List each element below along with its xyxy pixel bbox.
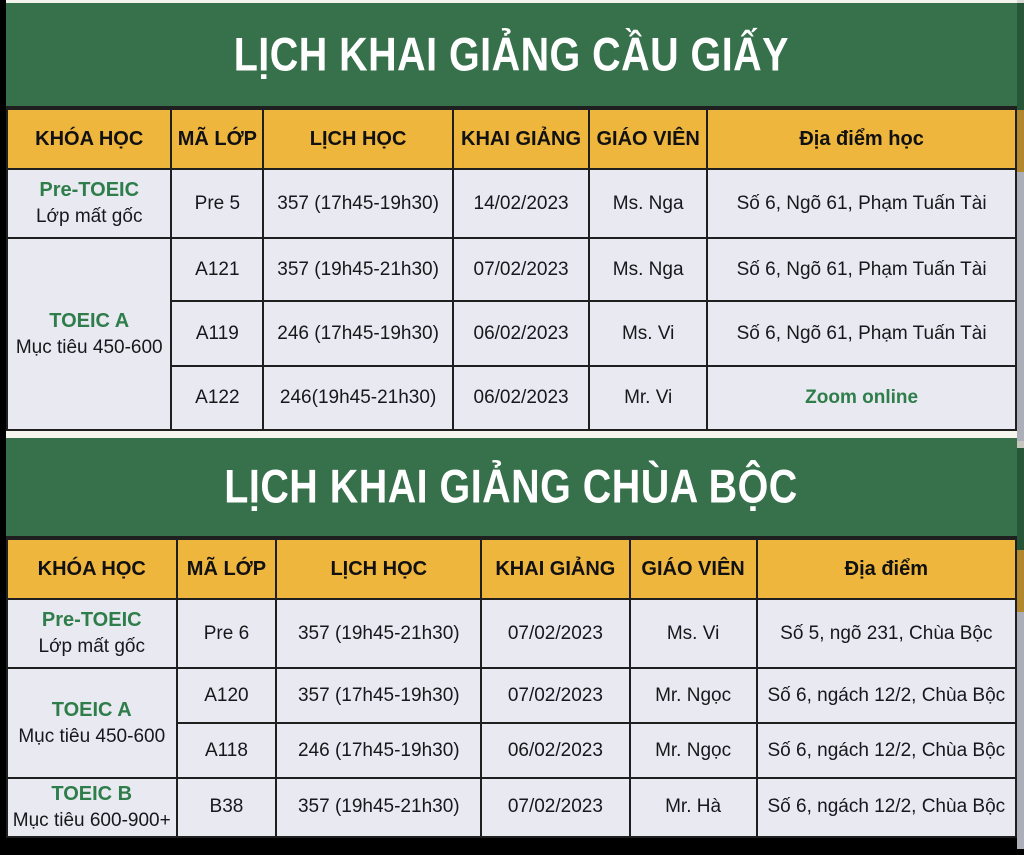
course-name: TOEIC B — [51, 783, 133, 805]
start-date-cell: 07/02/2023 — [453, 238, 589, 301]
teacher-cell: Ms. Nga — [589, 169, 707, 238]
class-row — [7, 599, 1016, 668]
schedule-table-cau-giay — [6, 108, 1017, 431]
schedule-cell: 246 (17h45-19h30) — [263, 301, 453, 366]
course-cell — [7, 169, 171, 238]
course-cell — [7, 599, 177, 668]
schedule-poster — [6, 0, 1017, 838]
header-cell-khoa-hoc: KHÓA HỌC — [7, 539, 177, 599]
course-target: Mục tiêu 450-600 — [15, 336, 163, 358]
page-title: LỊCH KHAI GIẢNG CHÙA BỘC — [224, 460, 799, 513]
start-date-cell: 07/02/2023 — [481, 599, 629, 668]
location-cell: Số 6, ngách 12/2, Chùa Bộc — [757, 778, 1016, 837]
schedule-cell: 246(19h45-21h30) — [263, 366, 453, 430]
location-cell: Số 6, Ngõ 61, Phạm Tuấn Tài — [707, 238, 1016, 301]
header-cell-khoa-hoc: KHÓA HỌC — [7, 109, 171, 169]
page-title: LỊCH KHAI GIẢNG CẦU GIẤY — [233, 27, 790, 81]
start-date-cell: 06/02/2023 — [453, 366, 589, 430]
header-cell-lich-hoc: LỊCH HỌC — [276, 539, 481, 599]
course-target: Mục tiêu 600-900+ — [12, 810, 171, 831]
start-date-cell: 07/02/2023 — [481, 778, 629, 837]
teacher-cell: Ms. Nga — [589, 238, 707, 301]
header-cell-dia-diem: Địa điểm học — [707, 109, 1016, 169]
course-name: Pre-TOEIC — [41, 609, 142, 632]
course-cell — [7, 778, 177, 837]
course-cell — [7, 238, 171, 430]
location-cell: Số 6, ngách 12/2, Chùa Bộc — [757, 723, 1016, 778]
teacher-cell: Mr. Ngọc — [630, 668, 757, 723]
class-code-cell: B38 — [177, 778, 277, 837]
start-date-cell: 07/02/2023 — [481, 668, 629, 723]
header-cell-giao-vien: GIÁO VIÊN — [589, 109, 707, 169]
class-code-cell: Pre 5 — [171, 169, 263, 238]
title-banner-chua-boc — [6, 438, 1017, 538]
header-cell-ma-lop: MÃ LỚP — [171, 109, 263, 169]
schedule-cell: 357 (17h45-19h30) — [263, 169, 453, 238]
course-name: Pre-TOEIC — [39, 179, 140, 202]
header-cell-khai-giang: KHAI GIẢNG — [453, 109, 589, 169]
course-target: Lớp mất gốc — [35, 206, 143, 228]
header-cell-khai-giang: KHAI GIẢNG — [481, 539, 629, 599]
teacher-cell: Mr. Vi — [589, 366, 707, 430]
class-row — [7, 668, 1016, 723]
course-cell — [7, 668, 177, 778]
location-cell: Số 5, ngõ 231, Chùa Bộc — [757, 599, 1016, 668]
schedule-cell: 357 (19h45-21h30) — [263, 238, 453, 301]
course-target: Lớp mất gốc — [38, 636, 145, 658]
header-cell-dia-diem: Địa điểm — [757, 539, 1016, 599]
header-row — [7, 539, 1016, 599]
course-name: TOEIC A — [49, 309, 130, 332]
location-cell: Số 6, ngách 12/2, Chùa Bộc — [757, 668, 1016, 723]
class-code-cell: A118 — [177, 723, 277, 778]
teacher-cell: Ms. Vi — [589, 301, 707, 366]
header-cell-ma-lop: MÃ LỚP — [177, 539, 277, 599]
schedule-cell: 246 (17h45-19h30) — [276, 723, 481, 778]
schedule-cell: 357 (19h45-21h30) — [276, 599, 481, 668]
right-edge-shade — [1017, 0, 1024, 855]
class-row — [7, 778, 1016, 837]
location-cell: Số 6, Ngõ 61, Phạm Tuấn Tài — [707, 301, 1016, 366]
section-chua-boc — [6, 438, 1017, 838]
teacher-cell: Mr. Hà — [630, 778, 757, 837]
class-code-cell: A121 — [171, 238, 263, 301]
header-cell-giao-vien: GIÁO VIÊN — [630, 539, 757, 599]
class-code-cell: A120 — [177, 668, 277, 723]
header-cell-lich-hoc: LỊCH HỌC — [263, 109, 453, 169]
location-cell-zoom-online: Zoom online — [707, 366, 1016, 430]
class-code-cell: A119 — [171, 301, 263, 366]
start-date-cell: 06/02/2023 — [481, 723, 629, 778]
start-date-cell: 06/02/2023 — [453, 301, 589, 366]
teacher-cell: Mr. Ngọc — [630, 723, 757, 778]
class-code-cell: Pre 6 — [177, 599, 277, 668]
schedule-cell: 357 (17h45-19h30) — [276, 668, 481, 723]
start-date-cell: 14/02/2023 — [453, 169, 589, 238]
class-row — [7, 169, 1016, 238]
section-divider-strip — [6, 431, 1017, 438]
title-banner-cau-giay — [6, 3, 1017, 108]
class-code-cell: A122 — [171, 366, 263, 430]
teacher-cell: Ms. Vi — [630, 599, 757, 668]
class-row — [7, 238, 1016, 301]
course-name: TOEIC A — [51, 698, 132, 721]
header-row — [7, 109, 1016, 169]
schedule-cell: 357 (19h45-21h30) — [276, 778, 481, 837]
location-cell: Số 6, Ngõ 61, Phạm Tuấn Tài — [707, 169, 1016, 238]
schedule-table-chua-boc — [6, 538, 1017, 838]
section-cau-giay — [6, 3, 1017, 431]
course-target: Mục tiêu 450-600 — [18, 725, 166, 747]
